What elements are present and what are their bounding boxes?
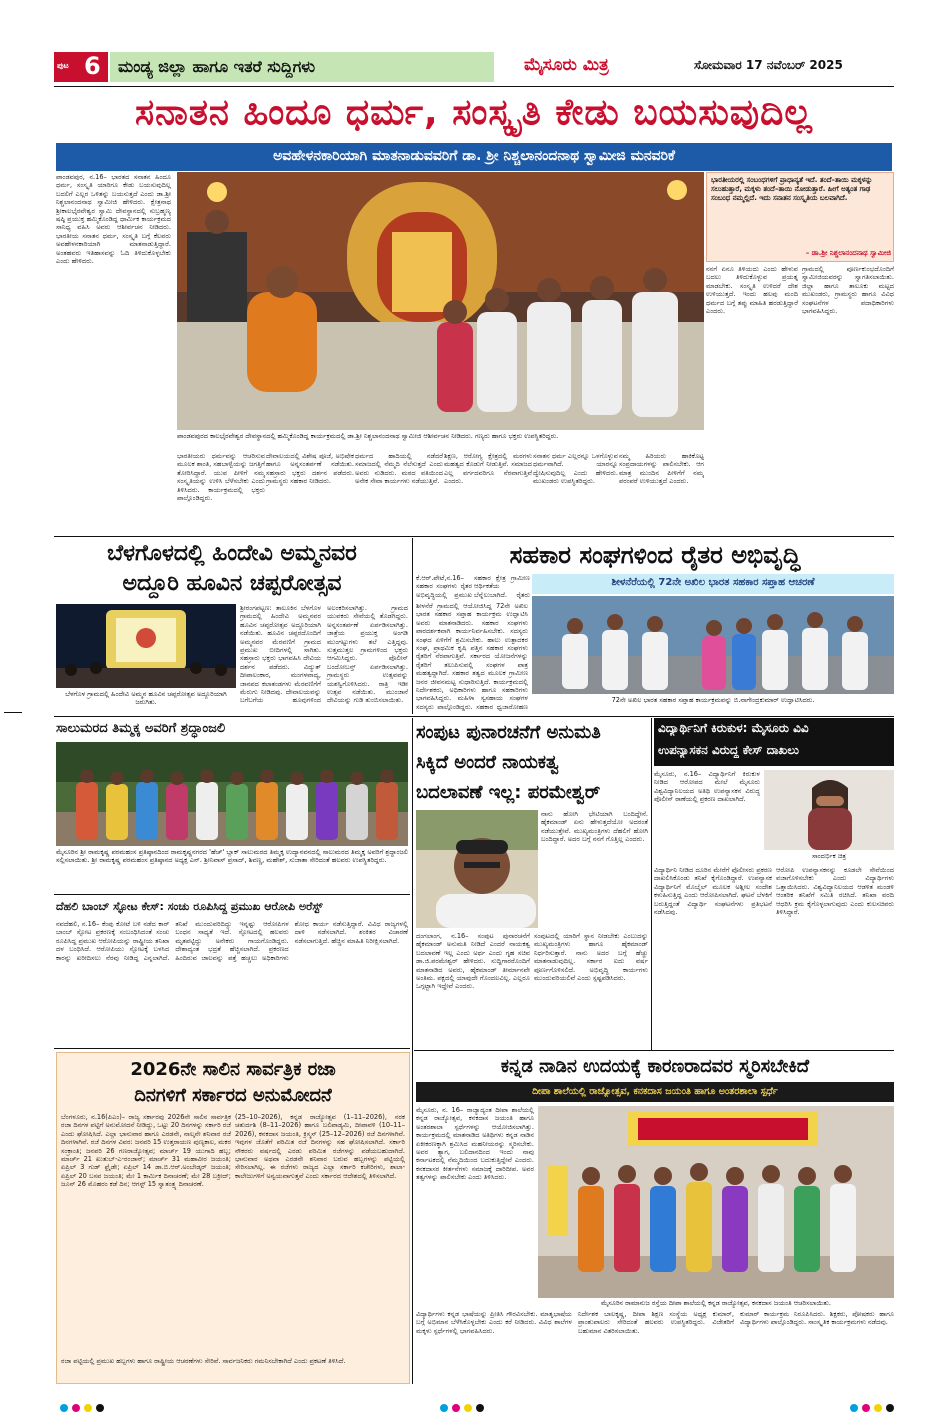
story6-side-col: ನಾನು ಹೋಗಿ ಭೇಟಿಯಾಗಿ ಬಂದಿದ್ದೇನೆ. ಹೈಕಮಾಂಡ್ ಏನು ಹೇಳುತ್ತದೆಯೋ ಅದರಂತೆ ನಡೆಯುತ್ತೇವೆ. ಮುಖ್ಯಮಂತ್ರಿಗಳು ದೆಹಲಿಗೆ ಹೋಗಿ ಬಂದಿದ್ದಾರೆ. ಅದರ ಬಗ್ಗೆ ನನಗೆ ಗೊತ್ತಿಲ್ಲ ಎಂದರು. bbox=[541, 810, 648, 844]
story1-right-col2: ಗ್ರಾಮದಲ್ಲಿ ಪೂರ್ಣಕುಂಭದೊಂದಿಗೆ ಸ್ವಾಮೀಜಿಯವರನ್ನು ಸ್ವಾಗತಿಸಲಾಯಿತು. ಜಿಲ್ಲಾ ಹಾಗೂ ತಾಲೂಕು ಮಟ್ಟದ ಮುಖಂಡರು, ಗ್ರಾಮಸ್ಥರು ಹಾಗೂ ವಿವಿಧ ಸಂಘಟನೆಗಳ ಪದಾಧಿಕಾರಿಗಳು ಭಾಗವಹಿಸಿದ್ದರು. bbox=[802, 265, 894, 316]
story1-col6: ಸನಾತನ ಧರ್ಮ ಎಲ್ಲರನ್ನೂ ಒಳಗೊಳ್ಳುವ ಧರ್ಮವಾಗಿದೆ. ಯಾರನ್ನೂ ದ್ವೇಷಿಸುವುದಿಲ್ಲ ಎಂದು ಹೇಳಿದರು. ಮುಖಂಡರು ಉಪಸ್ಥಿತರಿದ್ದರು. bbox=[533, 452, 618, 486]
fold-mark bbox=[4, 712, 22, 713]
registration-marks-center bbox=[440, 1404, 500, 1414]
story3-subhead: ಶೀಳನೆರೆಯಲ್ಲಿ 72ನೇ ಅಖಿಲ ಭಾರತ ಸಹಕಾರ ಸಪ್ತಾಹ ಆಚರಣೆ bbox=[611, 577, 815, 588]
page-number-box bbox=[54, 52, 108, 82]
story1-col2: ಭಾರತೀಯರು ಧರ್ಮವನ್ನು ಆಚರಿಸುವ ಮೂಲಕ ಶಾಂತಿ, ಸಹಬಾಳ್ವೆಯನ್ನು ಜಗತ್ತಿಗೆ ತೋರಿಸಿದ್ದಾರೆ. ಯುವ ಪೀಳಿಗೆ ನಮ್ಮ ಸಂಸ್ಕೃತಿಯನ್ನು ಉಳಿಸಿ ಬೆಳೆಸಬೇಕು ಎಂದು ತಿಳಿಸಿದರು. ಕಾರ್ಯಕ್ರಮದಲ್ಲಿ ಭಕ್ತರು ಪಾಲ್ಗೊಂಡಿದ್ದರು. bbox=[177, 452, 265, 503]
story6-photo bbox=[416, 810, 538, 928]
cooperative-event-photo bbox=[532, 596, 894, 694]
story9-subhead: ದೀಪಾ ಶಾಲೆಯಲ್ಲಿ ರಾಜ್ಯೋತ್ಸವ, ಕನಕದಾಸ ಜಯಂತಿ ಹಾಗೂ ಅಂತರಶಾಲಾ ಸ್ಪರ್ಧೆ bbox=[532, 1086, 778, 1097]
section-banner bbox=[110, 52, 494, 82]
story5-body: ನವದೆಹಲಿ, ನ.16– ಕೆಂಪು ಕೋಟೆ ಬಳಿ ನಡೆದ ಕಾರ್ ಬಾಂಬ್ ಸ್ಫೋಟ ಪ್ರಕರಣಕ್ಕೆ ಸಂಬಂಧಿಸಿದಂತೆ ಸಂಚು ರೂಪಿಸಿದ್ದ ಪ್ರಮುಖ ಆರೋಪಿಯನ್ನು ರಾಷ್ಟ್ರೀಯ ತನಿಖಾ ದಳ ಬಂಧಿಸಿದೆ. ಆರೋಪಿಯು ಸ್ಫೋಟಕ್ಕೆ ಬಳಸಿದ ಕಾರನ್ನು ಖರೀದಿಸಲು ನೆರವು ನೀಡಿದ್ದ ಎನ್ನಲಾಗಿದೆ. ತನಿಖೆ ಮುಂದುವರಿದಿದ್ದು ಇನ್ನಷ್ಟು ಆರೋಪಿಗಳ ಬಂಧನ ಸಾಧ್ಯತೆ ಇದೆ. ಸ್ಫೋಟದಲ್ಲಿ ಹಲವರು ಮೃತಪಟ್ಟಿದ್ದು ಅನೇಕರು ಗಾಯಗೊಂಡಿದ್ದರು. ದೇಶಾದ್ಯಂತ ಭದ್ರತೆ ಹೆಚ್ಚಿಸಲಾಗಿದೆ. ಪ್ರಕರಣದ ಹಿಂದಿರುವ ಜಾಲವನ್ನು ಪತ್ತೆ ಹಚ್ಚಲು ಅಧಿಕಾರಿಗಳು ಶೋಧ ಕಾರ್ಯ ನಡೆಸುತ್ತಿದ್ದಾರೆ. ವಿವಿಧ ರಾಜ್ಯಗಳಲ್ಲಿ ದಾಳಿ ನಡೆಸಲಾಗಿದೆ. ಶಂಕಿತರ ವಿಚಾರಣೆ ನಡೆಸಲಾಗುತ್ತಿದೆ. ಹೆಚ್ಚಿನ ಮಾಹಿತಿ ನಿರೀಕ್ಷಿಸಲಾಗಿದೆ. bbox=[56, 920, 408, 962]
masthead bbox=[54, 50, 894, 84]
story2-body: ಶ್ರೀರಂಗಪಟ್ಟಣ: ತಾಲೂಕಿನ ಬೆಳಗೊಳ ಗ್ರಾಮದಲ್ಲಿ ಹಿಂದೇವಿ ಅಮ್ಮನವರ ಹೂವಿನ ಚಪ್ಪರೋತ್ಸವ ಅದ್ದೂರಿಯಾಗಿ ನಡೆಯಿತು. ಹೂವಿನ ಚಪ್ಪರದೊಂದಿಗೆ ಅಮ್ಮನವರ ಮೆರವಣಿಗೆ ಗ್ರಾಮದ ಪ್ರಮುಖ ಬೀದಿಗಳಲ್ಲಿ ಸಾಗಿತು. ಸಹಸ್ರಾರು ಭಕ್ತರು ಭಾಗವಹಿಸಿ ದೇವಿಯ ದರ್ಶನ ಪಡೆದರು. ವಿದ್ಯುತ್ ದೀಪಾಲಂಕಾರ, ಮಂಗಳವಾದ್ಯ, ಜಾನಪದ ಕಲಾತಂಡಗಳು ಮೆರವಣಿಗೆಗೆ ಮೆರುಗು ನೀಡಿದವು. ದೇವಾಲಯವನ್ನು ಬಗೆಬಗೆಯ ಹೂವುಗಳಿಂದ ಅಲಂಕರಿಸಲಾಗಿತ್ತು. ಗ್ರಾಮದ ಯುವಕರು ಸೇವೆಯಲ್ಲಿ ತೊಡಗಿದ್ದರು. ಅನ್ನಸಂತರ್ಪಣೆ ಏರ್ಪಡಿಸಲಾಗಿತ್ತು. ಜಾತ್ರೆಯ ಪ್ರಯುಕ್ತ ಅಂಗಡಿ ಮುಂಗಟ್ಟುಗಳು ತಲೆ ಎತ್ತಿದ್ದವು. ಸುತ್ತಮುತ್ತಲ ಗ್ರಾಮಗಳಿಂದ ಭಕ್ತರು ಆಗಮಿಸಿದ್ದರು. ಪೊಲೀಸ್ ಬಂದೋಬಸ್ತ್ ಏರ್ಪಡಿಸಲಾಗಿತ್ತು. ಗ್ರಾಮಸ್ಥರು ಉತ್ಸವವನ್ನು ಯಶಸ್ವಿಗೊಳಿಸಿದರು. ರಾತ್ರಿ ಇಡೀ ಉತ್ಸವ ನಡೆಯಿತು. ಮುಂಜಾನೆ ದೇವಿಯನ್ನು ಗುಡಿ ತುಂಬಿಸಲಾಯಿತು. bbox=[240, 604, 408, 705]
story1-col1: ಪಾಂಡವಪುರ, ನ.16– ಭಾರತದ ಸನಾತನ ಹಿಂದೂ ಧರ್ಮ, ಸಂಸ್ಕೃತಿ ಯಾರಿಗೂ ಕೇಡು ಬಯಸುವುದಿಲ್ಲ ಬದಲಿಗೆ ಎಲ್ಲರ ಒಳಿತನ್ನು ಬಯಸುತ್ತದೆ ಎಂದು ಡಾ.ಶ್ರೀ ನಿಶ್ಚಲಾನಂದನಾಥ ಸ್ವಾಮೀಜಿ ಹೇಳಿದರು. ಕ್ಷೇತ್ರನಾಥ ಶ್ರೀಕಾಲಭೈರವೇಶ್ವರ ಸ್ವಾಮಿ ದೇವಸ್ಥಾನದಲ್ಲಿ ಸುಬ್ರಹ್ಮಣ್ಯ ಷಷ್ಠಿ ಪ್ರಯುಕ್ತ ಹಮ್ಮಿಕೊಂಡಿದ್ದ ಧಾರ್ಮಿಕ ಕಾರ್ಯಕ್ರಮದ ಸಾನಿಧ್ಯ ವಹಿಸಿ ಅವರು ಆಶೀರ್ವಚನ ನೀಡಿದರು. ಭಾರತೀಯ ಸನಾತನ ಧರ್ಮ, ಸಂಸ್ಕೃತಿ ಬಗ್ಗೆ ಕೆಲವರು ಅವಹೇಳನಕಾರಿಯಾಗಿ ಮಾತನಾಡುತ್ತಿದ್ದಾರೆ. ಅಂತಹವರು ಇತಿಹಾಸವನ್ನು ಓದಿ ತಿಳಿದುಕೊಳ್ಳಬೇಕು ಎಂದು ಹೇಳಿದರು. bbox=[56, 173, 171, 266]
story1-col3: ದೇವಾಲಯದಲ್ಲಿ ವಿಶೇಷ ಪೂಜೆ, ಅಭಿಷೇಕ ಹಾಗೂ ಅನ್ನಸಂತರ್ಪಣೆ ನಡೆಯಿತು. ಸಹಸ್ರಾರು ಭಕ್ತರು ದರ್ಶನ ಪಡೆದರು. ಗ್ರಾಮಸ್ಥರು ಸಹಕಾರ ನೀಡಿದರು. bbox=[266, 452, 354, 486]
story1-col5: ಶಿಕ್ಷಣ, ಆರೋಗ್ಯ ಕ್ಷೇತ್ರದಲ್ಲಿ ಮಠಗಳು ಮಹತ್ವದ ಕೊಡುಗೆ ನೀಡುತ್ತಿವೆ. ಸಮಾಜದ ಎಲ್ಲ ವರ್ಗದವರಿಗೂ ನೆರವಾಗುತ್ತಿವೆ ಎಂದರು. bbox=[444, 452, 532, 486]
rule-after-story4 bbox=[54, 894, 410, 895]
story1-subhead-band bbox=[56, 143, 892, 171]
rule-col-story6 bbox=[412, 718, 413, 1384]
story6-col2: ಸಂಪುಟದಲ್ಲಿ ಯಾರಿಗೆ ಸ್ಥಾನ ನೀಡಬೇಕು ಎಂಬುದನ್ನು ಮುಖ್ಯಮಂತ್ರಿಗಳು ಹಾಗೂ ಹೈಕಮಾಂಡ್ ನಿರ್ಧರಿಸುತ್ತಾರೆ. ನಾನು ಅದರ ಬಗ್ಗೆ ಹೆಚ್ಚು ಮಾತನಾಡುವುದಿಲ್ಲ. ಸರ್ಕಾರ ಐದು ವರ್ಷ ಪೂರ್ಣಗೊಳಿಸಲಿದೆ. ಅಭಿವೃದ್ಧಿ ಕಾರ್ಯಗಳು ಮುಂದುವರಿಯಲಿವೆ ಎಂದು ಸ್ಪಷ್ಟಪಡಿಸಿದರು. bbox=[534, 932, 648, 983]
story8-col2: (25–10–2026), ಕನ್ನಡ ರಾಜ್ಯೋತ್ಸವ (1–11–2026), ನರಕ ಚತುರ್ದಶಿ (8–11–2026) ಹಾಗೂ ಬಲಿಪಾಡ್ಯಮಿ, ದೀಪಾವಳಿ (10–11–2026), ಕನಕದಾಸ ಜಯಂತಿ, ಕ್ರಿಸ್ಮಸ್ (25–12–2026) ರಜೆ ದಿನಗಳಾಗಿವೆ. ಇವುಗಳ ಜೊತೆಗೆ ಪರಿಮಿತ ರಜೆ ದಿನಗಳನ್ನು ಸಹ ಘೋಷಿಸಲಾಗಿದೆ. ಸರ್ಕಾರಿ ನೌಕರರು ವರ್ಷದಲ್ಲಿ ಎರಡು ಪರಿಮಿತ ರಜೆಗಳನ್ನು ಪಡೆಯಬಹುದಾಗಿದೆ. ಭಾನುವಾರ ಅಥವಾ ಎರಡನೇ ಶನಿವಾರ ಬರುವ ಹಬ್ಬಗಳನ್ನು ಪಟ್ಟಿಯಲ್ಲಿ ಸೇರಿಸಲಾಗಿಲ್ಲ. ಈ ರಜೆಗಳು ರಾಜ್ಯದ ಎಲ್ಲಾ ಸರ್ಕಾರಿ ಕಚೇರಿಗಳು, ಶಾಲಾ-ಕಾಲೇಜುಗಳಿಗೆ ಅನ್ವಯವಾಗುತ್ತವೆ ಎಂದು ಸರ್ಕಾರದ ಆದೇಶದಲ್ಲಿ ತಿಳಿಸಲಾಗಿದೆ. bbox=[235, 1113, 405, 1180]
story8-headline-l1: 2026ನೇ ಸಾಲಿನ ಸಾರ್ವತ್ರಿಕ ರಜಾ bbox=[130, 1059, 336, 1080]
rule-after-story5 bbox=[54, 1048, 410, 1049]
story1-right-col1: ನನಗೆ ಏನೂ ತಿಳಿಯದು ಎಂದು ಹೇಳುವ ಬದಲು ತಿಳಿದುಕೊಳ್ಳುವ ಪ್ರಯತ್ನ ಮಾಡಬೇಕು. ಸಂಸ್ಕೃತಿ ಉಳಿದರೆ ದೇಶ ಉಳಿಯುತ್ತದೆ. ಇಂದು ಹಲವು ಮಂದಿ ಧರ್ಮದ ಬಗ್ಗೆ ತಪ್ಪು ಮಾಹಿತಿ ಹರಡುತ್ತಿದ್ದಾರೆ ಎಂದರು. bbox=[706, 265, 798, 316]
story4-photo bbox=[56, 742, 408, 846]
story4-photo-caption: ಮೈಸೂರಿನ ಶ್ರೀ ರಾಮಕೃಷ್ಣ ಪರಮಹಂಸ ಪ್ರತಿಷ್ಠಾನದಿಂದ ರಾಮಕೃಷ್ಣನಗರದ 'ಹೆಚ್' ಬ್ಲಾಕ್ ಸಾಲುಮರದ ತಿಮ್ಮಕ್ಕ ಉದ್ಯಾನವನದಲ್ಲಿ ಸಾಲುಮರದ ತಿಮ್ಮಕ್ಕ ಅವರಿಗೆ ಶ್ರದ್ಧಾಂಜಲಿ ಸಲ್ಲಿಸಲಾಯಿತು. ಶ್ರೀ ರಾಮಕೃಷ್ಣ ಪರಮಹಂಸ ಪ್ರತಿಷ್ಠಾನದ ಅಧ್ಯಕ್ಷ ಎನ್. ಶ್ರೀನಿವಾಸ್ ಪ್ರಸಾದ್, ಶಿವಣ್ಣ, ಮಹೇಶ್, ಸುಜಾತಾ ಸೇರಿದಂತೆ ಹಲವರು ಉಪಸ್ಥಿತರಿದ್ದರು. bbox=[56, 848, 408, 865]
story9-photo bbox=[538, 1106, 894, 1298]
story6-headline-l3: ಬದಲಾವಣೆ ಇಲ್ಲ: ಪರಮೇಶ್ವರ್ bbox=[416, 782, 601, 803]
story7-headline-band bbox=[654, 718, 894, 766]
minister-portrait bbox=[416, 810, 538, 928]
rule-story2-3 bbox=[412, 538, 413, 714]
story6-col1: ದಂಗಲಾಂಗ, ನ.16– ಸಂಪುಟ ಪುನಾರಚನೆಗೆ ಹೈಕಮಾಂಡ್ ಅನುಮತಿ ನೀಡಿದೆ ಎಂದರೆ ನಾಯಕತ್ವ ಬದಲಾವಣೆ ಇಲ್ಲ ಎಂದು ಅರ್ಥ ಎಂದು ಗೃಹ ಸಚಿವ ಡಾ.ಜಿ.ಪರಮೇಶ್ವರ್ ಹೇಳಿದರು. ಸುದ್ದಿಗಾರರೊಂದಿಗೆ ಮಾತನಾಡಿದ ಅವರು, ಹೈಕಮಾಂಡ್ ತೀರ್ಮಾನವೇ ಅಂತಿಮ. ಪಕ್ಷದಲ್ಲಿ ಯಾವುದೇ ಗೊಂದಲವಿಲ್ಲ. ಎಲ್ಲರೂ ಒಗ್ಗಟ್ಟಾಗಿ ಇದ್ದೇವೆ ಎಂದರು. bbox=[416, 932, 530, 991]
distressed-student-illustration bbox=[764, 770, 894, 850]
story3-top-col2: ಸಹಕಾರ ಕ್ಷೇತ್ರ ಗ್ರಾಮೀಣ ಆರ್ಥಿಕತೆಯ ಬೆನ್ನೆಲುಬಾಗಿದೆ. ರೈತರು bbox=[474, 574, 530, 599]
section-title: ಮಂಡ್ಯ ಜಿಲ್ಲಾ ಹಾಗೂ ಇತರೆ ಸುದ್ದಿಗಳು bbox=[118, 57, 316, 76]
story7-side-col: ಮೈಸೂರು, ನ.16– ವಿದ್ಯಾರ್ಥಿನಿಗೆ ಕಿರುಕುಳ ನೀಡಿದ ಆರೋಪದ ಮೇಲೆ ಮೈಸೂರು ವಿಶ್ವವಿದ್ಯಾನಿಲಯದ ಅತಿಥಿ ಉಪನ್ಯಾಸಕನ ವಿರುದ್ಧ ಪೊಲೀಸ್ ಠಾಣೆಯಲ್ಲಿ ಪ್ರಕರಣ ದಾಖಲಾಗಿದೆ. bbox=[654, 770, 760, 804]
story2-photo bbox=[56, 604, 236, 688]
story6-headline-l2: ಸಿಕ್ಕಿದೆ ಅಂದರೆ ನಾಯಕತ್ವ bbox=[416, 752, 559, 773]
story1-col4: ಧರ್ಮದ ಹಾದಿಯಲ್ಲಿ ನಡೆದರೆ ಸಮಾಜದಲ್ಲಿ ನೆಮ್ಮದಿ ನೆಲೆಸುತ್ತದೆ ಎಂದು ಅವರು ನುಡಿದರು. ಮಠದ ವತಿಯಿಂದ ಅನೇಕ ಸೇವಾ ಕಾರ್ಯಗಳು ನಡೆಯುತ್ತಿವೆ. bbox=[355, 452, 443, 486]
story3-top-col1: ಕೆ.ಆರ್.ಪೇಟೆ,ನ.16– ಸಹಕಾರ ಸಂಘಗಳು ರೈತರ ಅಭಿವೃದ್ಧಿಯಲ್ಲಿ ಪ್ರಮುಖ bbox=[416, 574, 472, 599]
story3-body: ಶೀಳನೆರೆ ಗ್ರಾಮದಲ್ಲಿ ಆಯೋಜಿಸಿದ್ದ 72ನೇ ಅಖಿಲ ಭಾರತ ಸಹಕಾರ ಸಪ್ತಾಹ ಕಾರ್ಯಕ್ರಮ ಉದ್ಘಾಟಿಸಿ ಅವರು ಮಾತನಾಡಿದರು. ಸಹಕಾರ ಸಂಘಗಳು ಪಾರದರ್ಶಕವಾಗಿ ಕಾರ್ಯನಿರ್ವಹಿಸಬೇಕು. ಸದಸ್ಯರು ಸಂಘದ ಏಳಿಗೆಗೆ ಶ್ರಮಿಸಬೇಕು. ಹಾಲು ಉತ್ಪಾದಕರ ಸಂಘ, ಪ್ರಾಥಮಿಕ ಕೃಷಿ ಪತ್ತಿನ ಸಹಕಾರ ಸಂಘಗಳು ರೈತರಿಗೆ ನೆರವಾಗುತ್ತಿವೆ. ಸರ್ಕಾರದ ಯೋಜನೆಗಳನ್ನು ರೈತರಿಗೆ ತಲುಪಿಸುವಲ್ಲಿ ಸಂಘಗಳ ಪಾತ್ರ ಮಹತ್ವದ್ದಾಗಿದೆ. ಸಹಕಾರ ತತ್ವದ ಮೂಲಕ ಗ್ರಾಮೀಣ ಜನರ ಜೀವನಮಟ್ಟ ಸುಧಾರಿಸುತ್ತಿದೆ. ಕಾರ್ಯಕ್ರಮದಲ್ಲಿ ನಿರ್ದೇಶಕರು, ಅಧಿಕಾರಿಗಳು ಹಾಗೂ ಸಹಕಾರಿಗಳು ಭಾಗವಹಿಸಿದ್ದರು. ಮಹಿಳಾ ಸ್ವಸಹಾಯ ಸಂಘಗಳ ಸದಸ್ಯರು ಪಾಲ್ಗೊಂಡಿದ್ದರು. ಸಹಕಾರ ಧ್ವಜಾರೋಹಣ bbox=[416, 602, 528, 711]
story8-col1: ಬೆಂಗಳೂರು, ನ.16(ಪಿಎಂ)– ರಾಜ್ಯ ಸರ್ಕಾರವು 2026ನೇ ಸಾಲಿನ ಸಾರ್ವತ್ರಿಕ ರಜಾ ದಿನಗಳ ಪಟ್ಟಿಗೆ ಅನುಮೋದನೆ ನೀಡಿದ್ದು, ಒಟ್ಟು 20 ದಿನಗಳನ್ನು ಸರ್ಕಾರಿ ರಜೆ ಎಂದು ಘೋಷಿಸಿದೆ. ಎಲ್ಲಾ ಭಾನುವಾರ ಹಾಗೂ ಎರಡನೇ, ನಾಲ್ಕನೇ ಶನಿವಾರ ರಜೆ ದಿನಗಳಾಗಿವೆ. ರಜೆ ದಿನಗಳ ವಿವರ: ಜನವರಿ 15 ಉತ್ತರಾಯಣ ಪುಣ್ಯಕಾಲ, ಮಕರ ಸಂಕ್ರಾಂತಿ; ಜನವರಿ 26 ಗಣರಾಜ್ಯೋತ್ಸವ; ಮಾರ್ಚ್ 19 ಯುಗಾದಿ ಹಬ್ಬ; ಮಾರ್ಚ್ 21 ಖುತುಬ್-ಎ-ರಂಜಾನ್; ಮಾರ್ಚ್ 31 ಮಹಾವೀರ ಜಯಂತಿ; ಏಪ್ರಿಲ್ 3 ಗುಡ್ ಫ್ರೈಡೇ; ಏಪ್ರಿಲ್ 14 ಡಾ.ಬಿ.ಆರ್.ಅಂಬೇಡ್ಕರ್ ಜಯಂತಿ; ಏಪ್ರಿಲ್ 20 ಬಸವ ಜಯಂತಿ; ಮೇ 1 ಕಾರ್ಮಿಕ ದಿನಾಚರಣೆ; ಮೇ 28 ಬಕ್ರೀದ್; ಜೂನ್ 26 ಮೊಹರಂ ಕಡೆ ದಿನ; ಆಗಸ್ಟ್ 15 ಸ್ವಾತಂತ್ರ್ಯ ದಿನಾಚರಣೆ. bbox=[61, 1113, 231, 1189]
story3-photo bbox=[532, 596, 894, 694]
story2-headline-l1: ಬೆಳಗೊಳದಲ್ಲಿ ಹಿಂದೇವಿ ಅಮ್ಮನವರ bbox=[107, 541, 357, 566]
issue-date: ಸೋಮವಾರ 17 ನವೆಂಬರ್ 2025 bbox=[694, 58, 843, 72]
rule-col-story7 bbox=[651, 718, 652, 1050]
masthead-rule bbox=[54, 86, 894, 87]
story9-col3: ಕುಮಾರ್ ಕಾರ್ಯಕ್ರಮ ನಿರೂಪಿಸಿದರು. ಶಿಕ್ಷಕರು, ಪೋಷಕರು ಹಾಗೂ ವಿದ್ಯಾರ್ಥಿಗಳು ಪಾಲ್ಗೊಂಡಿದ್ದರು. ಸಾಂಸ್ಕೃತಿಕ ಕಾರ್ಯಕ್ರಮಗಳು ನಡೆದವು. bbox=[740, 1310, 894, 1327]
story2-photo-caption: ಬೆಳಗೊಳ ಗ್ರಾಮದಲ್ಲಿ ಹಿಂದೇವಿ ಅಮ್ಮನ ಹೂವಿನ ಚಪ್ಪರೋತ್ಸವ ಅದ್ದೂರಿಯಾಗಿ ಜರುಗಿತು. bbox=[65, 690, 227, 707]
rule-after-row3 bbox=[414, 1050, 894, 1051]
story9-photo-caption: ಮೈಸೂರಿನ ರಾಮಾನುಜ ರಸ್ತೆಯ ದೀಪಾ ಶಾಲೆಯಲ್ಲಿ ಕನ್ನಡ ರಾಜ್ಯೋತ್ಸವ, ಕನಕದಾಸ ಜಯಂತಿ ಆಚರಿಸಲಾಯಿತು. bbox=[601, 1299, 831, 1307]
story9-subhead-band bbox=[416, 1082, 894, 1102]
stage-photo-art bbox=[177, 172, 704, 430]
story1-subhead: ಅವಹೇಳನಕಾರಿಯಾಗಿ ಮಾತನಾಡುವವರಿಗೆ ಡಾ. ಶ್ರೀ ನಿಶ್ಚಲಾನಂದನಾಥ ಸ್ವಾಮೀಜಿ ಮನವರಿಕೆ bbox=[273, 148, 675, 164]
story9-col2: ನಿರ್ದೇಶಕ ಬಾಲಕೃಷ್ಣ, ದೀಪಾ ಶಿಕ್ಷಣ ಸಂಸ್ಥೆಯ ಅಧ್ಯಕ್ಷ ಕುಮಾರ್, ಪ್ರಾಂಶುಪಾಲರು ಸೇರಿದಂತೆ ಹಲವರು ಉಪಸ್ಥಿತರಿದ್ದರು. ವಿಜೇತರಿಗೆ ಬಹುಮಾನ ವಿತರಿಸಲಾಯಿತು. bbox=[578, 1310, 734, 1335]
school-celebration-photo bbox=[538, 1106, 894, 1298]
story7-headline-l2: ಉಪನ್ಯಾಸಕನ ವಿರುದ್ಧ ಕೇಸ್ ದಾಖಲು bbox=[658, 743, 799, 757]
story1-photo-caption: ಪಾಂಡವಪುರದ ಕಾಲಭೈರವೇಶ್ವರ ದೇವಸ್ಥಾನದಲ್ಲಿ ಹಮ್ಮಿಕೊಂಡಿದ್ದ ಕಾರ್ಯಕ್ರಮದಲ್ಲಿ ಡಾ.ಶ್ರೀ ನಿಶ್ಚಲಾನಂದನಾಥ ಸ್ವಾಮೀಜಿ ಆಶೀರ್ವಚನ ನೀಡಿದರು. ಗಣ್ಯರು ಹಾಗೂ ಭಕ್ತರು ಉಪಸ್ಥಿತರಿದ್ದರು. bbox=[177, 432, 559, 440]
story8-headline-l2: ದಿನಗಳಿಗೆ ಸರ್ಕಾರದ ಅನುಮೋದನೆ bbox=[134, 1085, 332, 1106]
story8-box bbox=[56, 1052, 410, 1384]
story7-headline-l1: ವಿದ್ಯಾರ್ಥಿನಿಗೆ ಕಿರುಕುಳ: ಮೈಸೂರು ವಿವಿ bbox=[658, 721, 809, 735]
story7-col1: ವಿದ್ಯಾರ್ಥಿನಿ ನೀಡಿದ ದೂರಿನ ಮೇರೆಗೆ ಪೊಲೀಸರು ಪ್ರಕರಣ ದಾಖಲಿಸಿಕೊಂಡು ತನಿಖೆ ಕೈಗೊಂಡಿದ್ದಾರೆ. ಉಪನ್ಯಾಸಕ ವಿದ್ಯಾರ್ಥಿನಿಗೆ ಮೊಬೈಲ್ ಮೂಲಕ ಅಶ್ಲೀಲ ಸಂದೇಶ ಕಳುಹಿಸುತ್ತಿದ್ದ ಎಂದು ಆರೋಪಿಸಲಾಗಿದೆ. ಘಟನೆ ಬೆಳಕಿಗೆ ಬರುತ್ತಿದ್ದಂತೆ ವಿದ್ಯಾರ್ಥಿ ಸಂಘಟನೆಗಳು ಪ್ರತಿಭಟನೆ ನಡೆಸಿದವು. bbox=[654, 866, 772, 917]
page-label: ಪುಟ bbox=[57, 61, 69, 70]
story7-col2: ಆರೋಪಿ ಉಪನ್ಯಾಸಕನನ್ನು ಕೂಡಲೇ ಸೇವೆಯಿಂದ ವಜಾಗೊಳಿಸಬೇಕು ಎಂದು ವಿದ್ಯಾರ್ಥಿಗಳು ಒತ್ತಾಯಿಸಿದರು. ವಿಶ್ವವಿದ್ಯಾನಿಲಯದ ಆಡಳಿತ ಮಂಡಳಿ ಆಂತರಿಕ ತನಿಖೆಗೆ ಸಮಿತಿ ರಚಿಸಿದೆ. ತನಿಖಾ ವರದಿ ಆಧರಿಸಿ ಕ್ರಮ ಕೈಗೊಳ್ಳಲಾಗುವುದು ಎಂದು ಕುಲಸಚಿವರು ತಿಳಿಸಿದ್ದಾರೆ. bbox=[776, 866, 894, 917]
story4-headline: ಸಾಲುಮರದ ತಿಮ್ಮಕ್ಕ ಅವರಿಗೆ ಶ್ರದ್ಧಾಂಜಲಿ bbox=[56, 721, 226, 736]
rule-after-row2 bbox=[54, 716, 894, 717]
paper-name: ಮೈಸೂರು ಮಿತ್ರ bbox=[524, 55, 609, 75]
story3-subhead-band bbox=[532, 574, 894, 594]
story6-headline-l1: ಸಂಪುಟ ಪುನಾರಚನೆಗೆ ಅನುಮತಿ bbox=[416, 722, 601, 743]
story9-col1: ವಿದ್ಯಾರ್ಥಿಗಳು ಕನ್ನಡ ಭಾಷೆಯನ್ನು ಪ್ರೀತಿಸಿ ಗೌರವಿಸಬೇಕು. ಮಾತೃಭಾಷೆಯ ಬಗ್ಗೆ ಅಭಿಮಾನ ಬೆಳೆಸಿಕೊಳ್ಳಬೇಕು ಎಂದು ಕರೆ ನೀಡಿದರು. ವಿವಿಧ ಶಾಲೆಗಳ ಮಕ್ಕಳು ಸ್ಪರ್ಧೆಗಳಲ್ಲಿ ಭಾಗವಹಿಸಿದರು. bbox=[416, 1310, 572, 1335]
story1-col7: ನಮ್ಮ ಹಿರಿಯರು ಹಾಕಿಕೊಟ್ಟ ಸಂಪ್ರದಾಯಗಳನ್ನು ಪಾಲಿಸಬೇಕು. ಆಗ ಮಾತ್ರ ಮುಂದಿನ ಪೀಳಿಗೆಗೆ ನಮ್ಮ ಪರಂಪರೆ ಉಳಿಯುತ್ತದೆ ಎಂದರು. bbox=[619, 452, 704, 486]
story2-headline-l2: ಅದ್ದೂರಿ ಹೂವಿನ ಚಪ್ಪರೋತ್ಸವ bbox=[122, 571, 342, 596]
story1-photo bbox=[177, 172, 704, 430]
story7-photo bbox=[764, 770, 894, 850]
story8-bottom: ರಜಾ ಪಟ್ಟಿಯಲ್ಲಿ ಪ್ರಮುಖ ಹಬ್ಬಗಳು ಹಾಗೂ ರಾಷ್ಟ್ರೀಯ ಆಚರಣೆಗಳು ಸೇರಿವೆ. ಸಾರ್ವಜನಿಕರು ಗಮನಿಸಬೇಕಾಗಿದೆ ಎಂದು ಪ್ರಕಟಣೆ ತಿಳಿಸಿದೆ. bbox=[61, 1357, 346, 1365]
festival-night-photo bbox=[56, 604, 236, 688]
story1-quote: ಭಾರತೀಯರಲ್ಲಿ ಸಂಬಂಧಗಳಿಗೆ ಪ್ರಾಧಾನ್ಯತೆ ಇದೆ. ತಂದೆ–ತಾಯಿ ಮಕ್ಕಳನ್ನು ಸಲುಹುತ್ತಾರೆ, ಮಕ್ಕಳು ತಂದೆ–ತಾಯಿ ನೋಡುತ್ತಾರೆ. ಹೀಗೆ ಅತ್ಯಂತ ಗಾಢ ಸಂಬಂಧ ನಮ್ಮಲ್ಲಿದೆ. ಇದು ಸನಾತನ ಸಂಸ್ಕೃತಿಯ ಬಲವಾಗಿದೆ. bbox=[711, 176, 873, 202]
page-number: 6 bbox=[84, 52, 101, 80]
story5-headline: ದೆಹಲಿ ಬಾಂಬ್ ಸ್ಫೋಟ ಕೇಸ್: ಸಂಚು ರೂಪಿಸಿದ್ದ ಪ್ರಮುಖ ಆರೋಪಿ ಅರೆಸ್ಟ್ bbox=[56, 900, 323, 913]
story3-headline: ಸಹಕಾರ ಸಂಘಗಳಿಂದ ರೈತರ ಅಭಿವೃದ್ಧಿ bbox=[509, 541, 801, 569]
registration-marks-left bbox=[60, 1404, 120, 1414]
story9-headline: ಕನ್ನಡ ನಾಡಿನ ಉದಯಕ್ಕೆ ಕಾರಣರಾದವರ ಸ್ಮರಿಸಬೇಕಿದೆ bbox=[500, 1056, 810, 1077]
story3-photo-caption: 72ನೇ ಅಖಿಲ ಭಾರತ ಸಹಕಾರ ಸಪ್ತಾಹ ಕಾರ್ಯಕ್ರಮವನ್ನು ಬಿ.ನಾಗೇಂದ್ರಕುಮಾರ್ ಉದ್ಘಾಟಿಸಿದರು. bbox=[611, 696, 815, 704]
registration-marks-right bbox=[850, 1404, 910, 1414]
story1-quote-author: – ಡಾ.ಶ್ರೀ ನಿಶ್ಚಲಾನಂದನಾಥ ಸ್ವಾಮೀಜಿ bbox=[805, 249, 891, 257]
story1-quote-box bbox=[706, 172, 894, 262]
story1-headline: ಸನಾತನ ಹಿಂದೂ ಧರ್ಮ, ಸಂಸ್ಕೃತಿ ಕೇಡು ಬಯಸುವುದಿಲ್ಲ bbox=[135, 92, 813, 133]
story9-left-col: ಮೈಸೂರು, ನ. 16– ರಾಜ್ಯಾದ್ಯಂತ ದೀಪಾ ಶಾಲೆಯಲ್ಲಿ ಕನ್ನಡ ರಾಜ್ಯೋತ್ಸವ, ಕನಕದಾಸ ಜಯಂತಿ ಹಾಗೂ ಅಂತರಶಾಲಾ ಸ್ಪರ್ಧೆಗಳನ್ನು ಆಯೋಜಿಸಲಾಗಿತ್ತು. ಕಾರ್ಯಕ್ರಮದಲ್ಲಿ ಮಾತನಾಡಿದ ಅತಿಥಿಗಳು ಕನ್ನಡ ನಾಡಿನ ಏಕೀಕರಣಕ್ಕಾಗಿ ಶ್ರಮಿಸಿದ ಮಹನೀಯರನ್ನು ಸ್ಮರಿಸಬೇಕು. ಅವರ ತ್ಯಾಗ, ಬಲಿದಾನದಿಂದ ಇಂದು ನಾವು ಕರ್ನಾಟಕದಲ್ಲಿ ನೆಮ್ಮದಿಯಿಂದ ಬದುಕುತ್ತಿದ್ದೇವೆ ಎಂದರು. ಕನಕದಾಸರ ಕೀರ್ತನೆಗಳು ಸಮಾಜಕ್ಕೆ ದಾರಿದೀಪ. ಅವರ ತತ್ವಗಳನ್ನು ಪಾಲಿಸಬೇಕು ಎಂದು ತಿಳಿಸಿದರು. bbox=[416, 1106, 534, 1182]
story7-photo-caption: ಸಾಂದರ್ಭಿಕ ಚಿತ್ರ bbox=[811, 852, 847, 860]
rule-after-story1 bbox=[54, 536, 894, 537]
tribute-group-photo bbox=[56, 742, 408, 846]
